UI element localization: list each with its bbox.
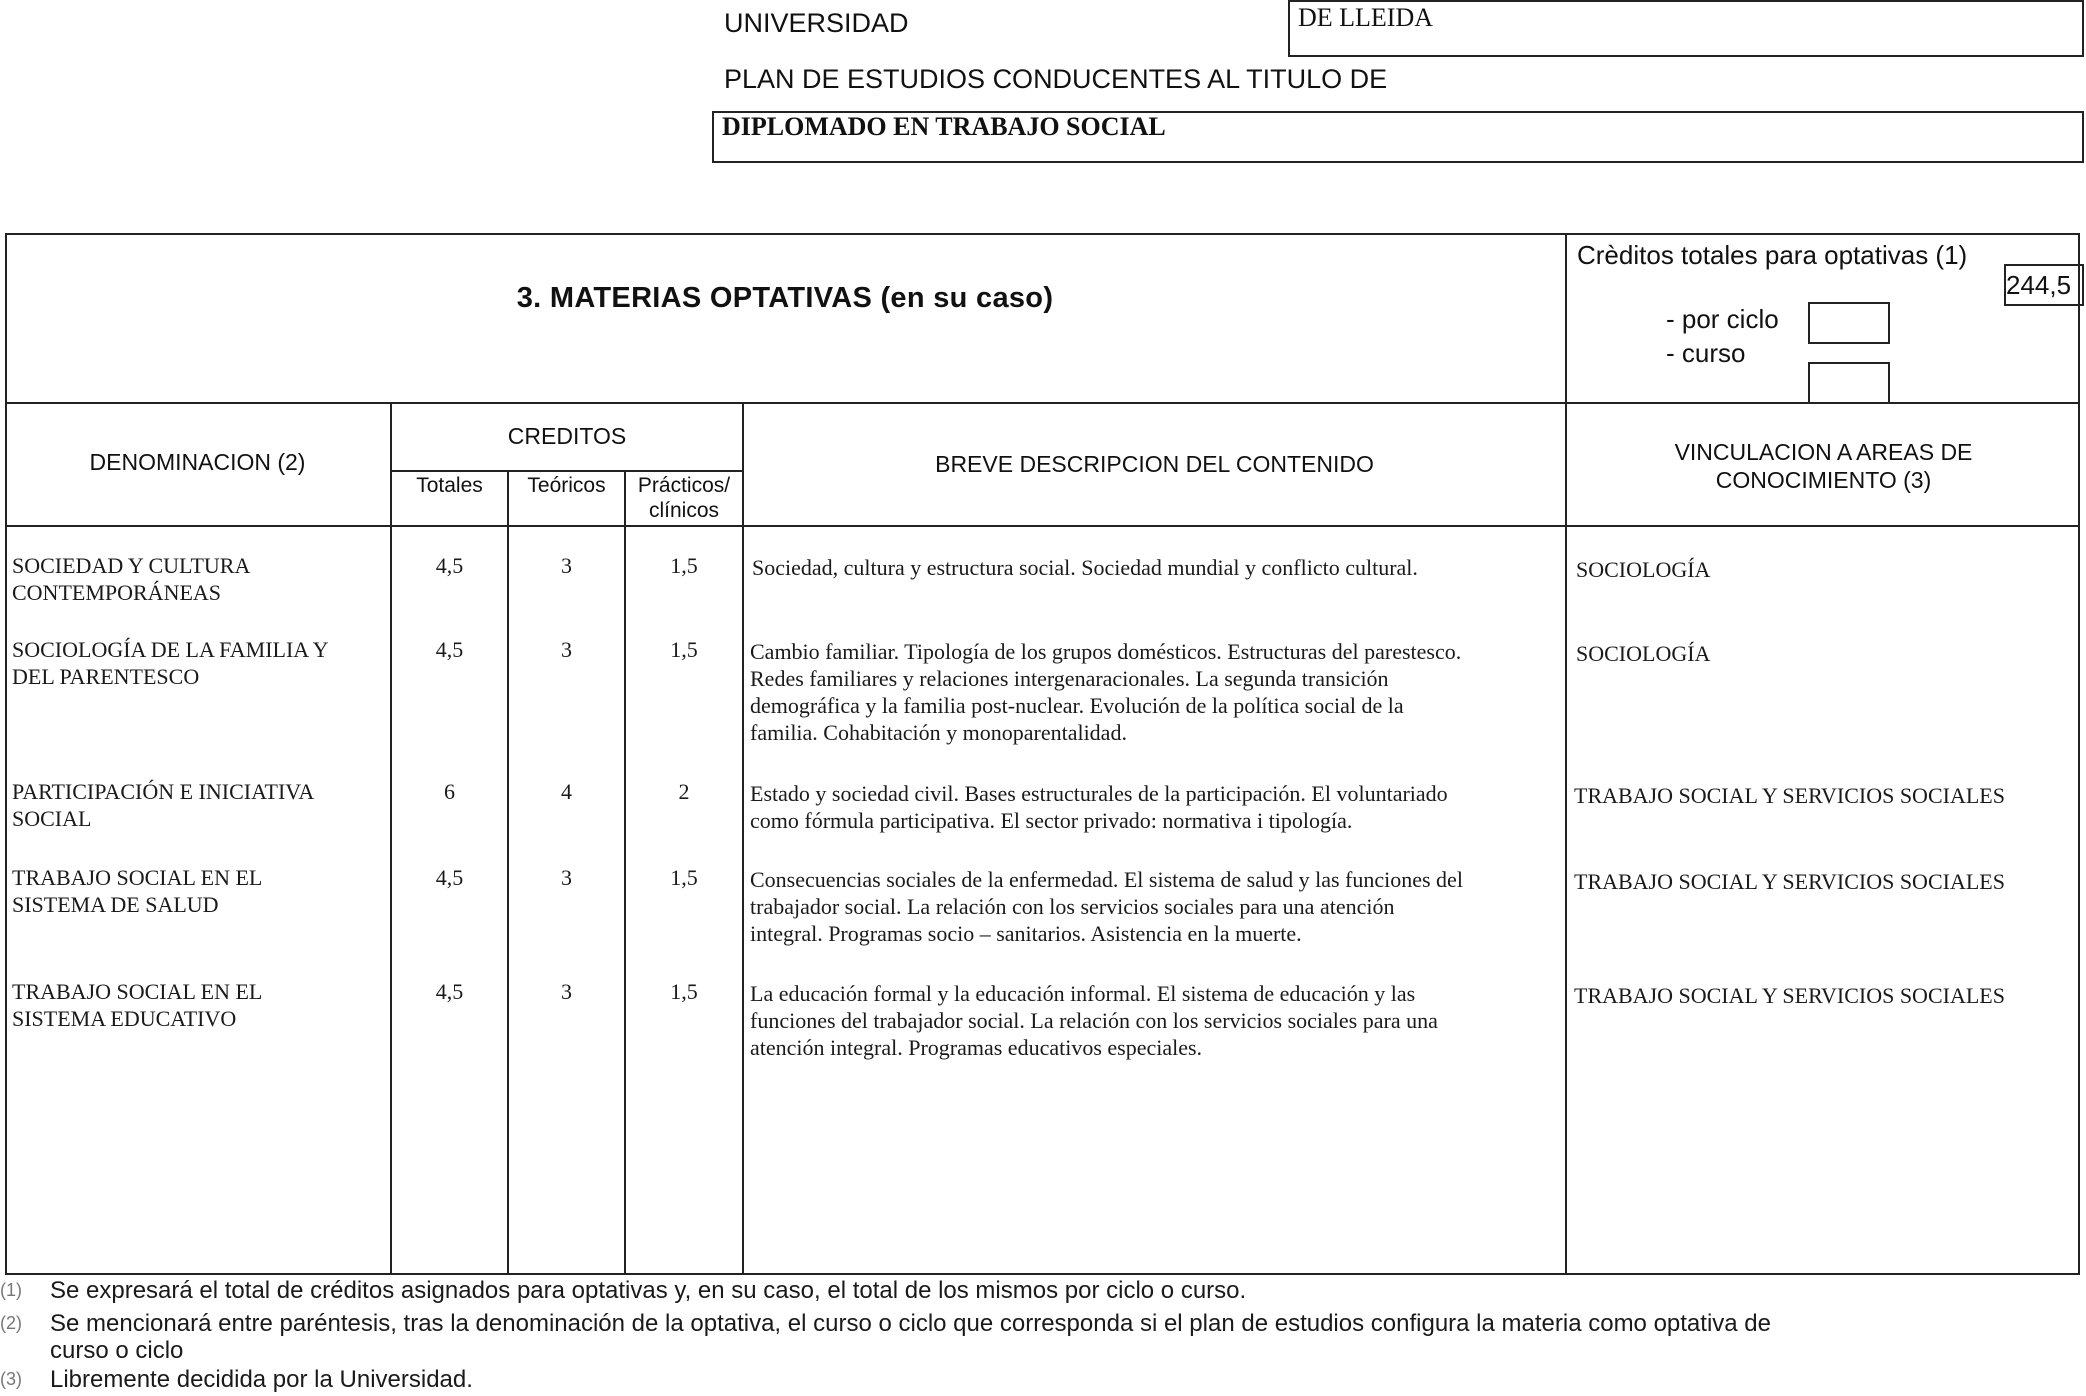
vinculacion-header bbox=[1567, 438, 2080, 494]
denominacion-line: PARTICIPACIÓN E INICIATIVA bbox=[12, 779, 315, 804]
denominacion-col-line bbox=[390, 402, 392, 1275]
descripcion-line: La educación formal y la educación informal. El sistema de educación y las bbox=[750, 981, 1416, 1006]
descripcion-line: Cambio familiar. Tipología de los grupos domésticos. Estructuras del parestesco. bbox=[750, 639, 1462, 664]
optativas-table bbox=[5, 233, 2080, 1275]
section-title: 3. MATERIAS OPTATIVAS (en su caso) bbox=[516, 282, 1054, 314]
titulo-value: DIPLOMADO EN TRABAJO SOCIAL bbox=[722, 112, 1166, 141]
denominacion-header: DENOMINACION (2) bbox=[89, 449, 306, 475]
row-practicos: 1,5 bbox=[670, 979, 698, 1004]
teoricos-header: Teóricos bbox=[527, 474, 606, 497]
descripcion-header: BREVE DESCRIPCION DEL CONTENIDO bbox=[935, 451, 1374, 477]
footnote-mark: (3) bbox=[0, 1369, 22, 1389]
por-ciclo-label: - por ciclo bbox=[1666, 304, 1779, 334]
row-totales: 4,5 bbox=[435, 865, 464, 890]
descripcion-line: funciones del trabajador social. La relación con los servicios sociales para una bbox=[750, 1008, 1438, 1033]
titulo-field bbox=[712, 111, 2084, 163]
practicos-header bbox=[626, 473, 742, 523]
descripcion-line: demográfica y la familia post-nuclear. Evolución de la política social de la bbox=[750, 693, 1404, 718]
vinculacion-header-line2: CONOCIMIENTO (3) bbox=[1715, 467, 1932, 493]
denominacion-line: DEL PARENTESCO bbox=[12, 664, 200, 689]
row-denominacion bbox=[12, 552, 387, 606]
denominacion-line: TRABAJO SOCIAL EN EL bbox=[12, 979, 263, 1004]
creditos-sub-divider bbox=[392, 470, 744, 472]
row-area: TRABAJO SOCIAL Y SERVICIOS SOCIALES bbox=[1574, 783, 2005, 808]
footnote-mark: (1) bbox=[0, 1280, 22, 1300]
row-totales: 4,5 bbox=[435, 553, 464, 578]
row-practicos: 1,5 bbox=[670, 637, 698, 662]
practicos-header-line1: Prácticos/ bbox=[637, 474, 731, 497]
denominacion-line: SOCIOLOGÍA DE LA FAMILIA Y bbox=[12, 637, 329, 662]
row-practicos: 2 bbox=[678, 779, 690, 804]
row-teoricos: 3 bbox=[561, 865, 572, 890]
footnote-text-cont: curso o ciclo bbox=[50, 1337, 184, 1364]
denominacion-line: CONTEMPORÁNEAS bbox=[12, 580, 222, 605]
row-denominacion bbox=[12, 778, 387, 832]
vinculacion-col-line bbox=[1565, 233, 1567, 1275]
row-teoricos: 3 bbox=[561, 979, 572, 1004]
universidad-label: UNIVERSIDAD bbox=[724, 8, 909, 38]
row-totales: 4,5 bbox=[435, 637, 464, 662]
footnote-text: Libremente decidida por la Universidad. bbox=[50, 1366, 473, 1393]
footnote-mark: (2) bbox=[0, 1313, 22, 1333]
row-descripcion bbox=[750, 980, 1565, 1061]
descripcion-line: trabajador social. La relación con los servicios sociales para una atención bbox=[750, 894, 1395, 919]
row-descripcion bbox=[752, 554, 1562, 581]
row-practicos: 1,5 bbox=[670, 865, 698, 890]
curso-label: - curso bbox=[1666, 338, 1746, 368]
footnote-text: Se mencionará entre paréntesis, tras la denominación de la optativa, el curso o ciclo que corresponda si el plan de estudios configura la materia como optativa de bbox=[50, 1310, 1771, 1337]
descripcion-line: atención integral. Programas educativos especiales. bbox=[750, 1035, 1203, 1060]
universidad-field bbox=[1288, 0, 2084, 57]
column-header-divider bbox=[5, 525, 2080, 527]
descripcion-line: Sociedad, cultura y estructura social. Sociedad mundial y conflicto cultural. bbox=[752, 555, 1418, 580]
descripcion-line: como fórmula participativa. El sector privado: normativa i tipología. bbox=[750, 808, 1353, 833]
row-descripcion bbox=[750, 638, 1565, 746]
row-area: SOCIOLOGÍA bbox=[1576, 641, 1711, 666]
header-divider bbox=[5, 402, 2080, 404]
descripcion-line: Estado y sociedad civil. Bases estructurales de la participación. El voluntariado bbox=[750, 781, 1448, 806]
row-denominacion bbox=[12, 636, 387, 690]
row-denominacion bbox=[12, 864, 387, 918]
descripcion-line: familia. Cohabitación y monoparentalidad. bbox=[750, 720, 1127, 745]
universidad-value: DE LLEIDA bbox=[1298, 3, 1434, 32]
creditos-totales-label: Crèditos totales para optativas (1) bbox=[1577, 240, 1968, 270]
footnote-text: Se expresará el total de créditos asignados para optativas y, en su caso, el total de los mismos por ciclo o curso. bbox=[50, 1277, 1247, 1304]
denominacion-line: TRABAJO SOCIAL EN EL bbox=[12, 865, 263, 890]
curso-box[interactable] bbox=[1808, 362, 1890, 404]
row-teoricos: 3 bbox=[561, 553, 572, 578]
vinculacion-header-line1: VINCULACION A AREAS DE bbox=[1674, 439, 1973, 465]
row-totales: 4,5 bbox=[435, 979, 464, 1004]
creditos-totales-box bbox=[2004, 264, 2084, 306]
row-descripcion bbox=[750, 780, 1565, 834]
descripcion-line: Consecuencias sociales de la enfermedad. El sistema de salud y las funciones del bbox=[750, 867, 1463, 892]
creditos-totales-value: 244,5 bbox=[2006, 270, 2072, 300]
row-teoricos: 4 bbox=[561, 779, 572, 804]
totales-header: Totales bbox=[416, 474, 483, 497]
row-denominacion bbox=[12, 978, 387, 1032]
descripcion-line: Redes familiares y relaciones intergenaracionales. La segunda transición bbox=[750, 666, 1389, 691]
row-totales: 6 bbox=[444, 779, 455, 804]
row-teoricos: 3 bbox=[561, 637, 572, 662]
row-practicos: 1,5 bbox=[670, 553, 698, 578]
row-area: TRABAJO SOCIAL Y SERVICIOS SOCIALES bbox=[1574, 983, 2005, 1008]
denominacion-line: SISTEMA EDUCATIVO bbox=[12, 1006, 237, 1031]
descripcion-col-line bbox=[742, 402, 744, 1275]
denominacion-line: SISTEMA DE SALUD bbox=[12, 892, 219, 917]
row-area: SOCIOLOGÍA bbox=[1576, 557, 1711, 582]
row-area: TRABAJO SOCIAL Y SERVICIOS SOCIALES bbox=[1574, 869, 2005, 894]
plan-label: PLAN DE ESTUDIOS CONDUCENTES AL TITULO DE bbox=[724, 64, 1388, 94]
creditos-header: CREDITOS bbox=[507, 423, 627, 449]
denominacion-line: SOCIAL bbox=[12, 806, 92, 831]
por-ciclo-box[interactable] bbox=[1808, 302, 1890, 344]
descripcion-line: integral. Programas socio – sanitarios. Asistencia en la muerte. bbox=[750, 921, 1302, 946]
denominacion-line: SOCIEDAD Y CULTURA bbox=[12, 553, 251, 578]
row-descripcion bbox=[750, 866, 1565, 947]
practicos-header-line2: clínicos bbox=[648, 499, 720, 522]
